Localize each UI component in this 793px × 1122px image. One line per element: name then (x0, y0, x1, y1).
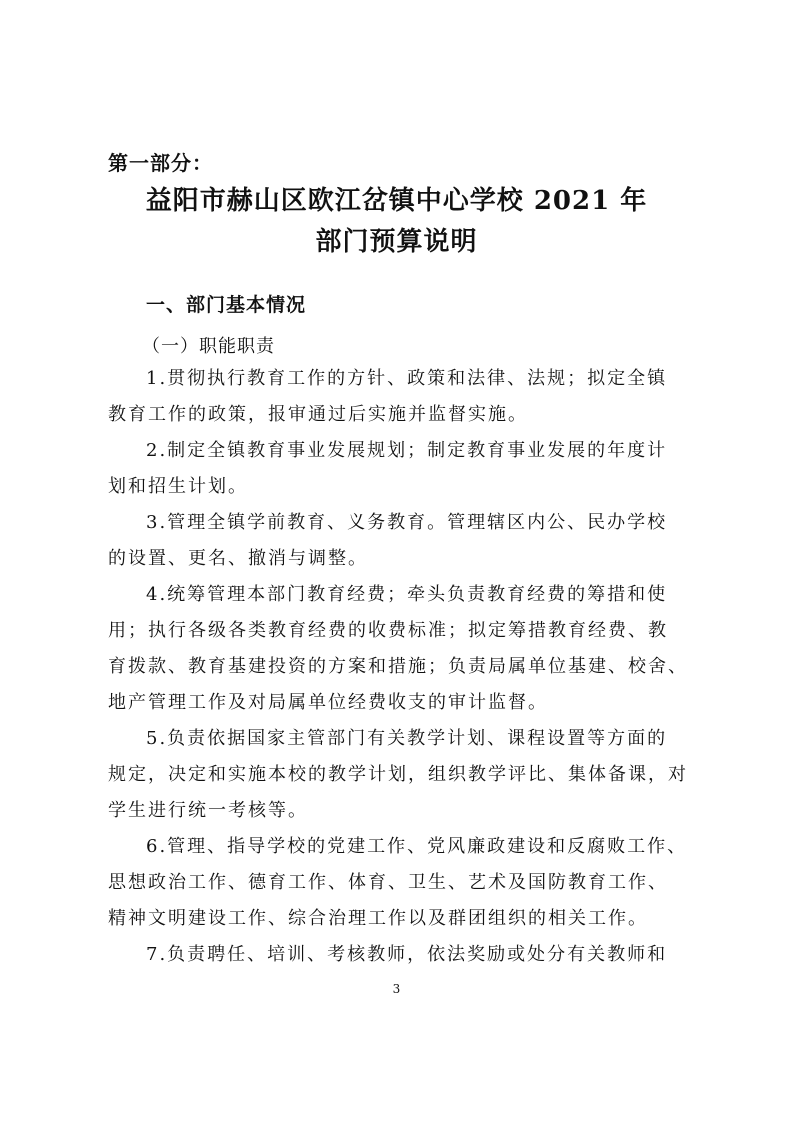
body-line: 学生进行统一考核等。 (108, 800, 308, 821)
body-line: 精神文明建设工作、综合治理工作以及群团组织的相关工作。 (108, 908, 648, 929)
body-line: 2.制定全镇教育事业发展规划；制定教育事业发展的年度计 (146, 440, 668, 461)
body-line: 用；执行各级各类教育经费的收费标准；拟定筹措教育经费、教 (108, 620, 668, 641)
body-line: 规定，决定和实施本校的教学计划，组织教学评比、集体备课，对 (108, 764, 688, 785)
body-line: 思想政治工作、德育工作、体育、卫生、艺术及国防教育工作、 (108, 872, 668, 893)
body-line: 6.管理、指导学校的党建工作、党风廉政建设和反腐败工作、 (146, 836, 688, 857)
section-heading: 一、部门基本情况 (146, 294, 307, 316)
body-line: 5.负责依据国家主管部门有关教学计划、课程设置等方面的 (146, 728, 668, 749)
document-title-line-1: 益阳市赫山区欧江岔镇中心学校 2021 年 (145, 186, 648, 216)
part-label: 第一部分： (108, 151, 213, 175)
body-line: 的设置、更名、撤消与调整。 (108, 548, 368, 569)
body-line: 育拨款、教育基建投资的方案和措施；负责局属单位基建、校舍、 (108, 656, 688, 677)
body-line: 3.管理全镇学前教育、义务教育。管理辖区内公、民办学校 (146, 512, 668, 533)
document-title-line-2: 部门预算说明 (315, 227, 478, 257)
body-line: 1.贯彻执行教育工作的方针、政策和法律、法规；拟定全镇 (146, 368, 668, 389)
body-line: 教育工作的政策，报审通过后实施并监督实施。 (108, 404, 528, 425)
body-line: 地产管理工作及对局属单位经费收支的审计监督。 (108, 692, 548, 713)
body-line: 7.负责聘任、培训、考核教师，依法奖励或处分有关教师和 (146, 944, 668, 965)
subsection-heading: （一）职能职责 (142, 336, 275, 357)
page-number: 3 (392, 982, 401, 996)
body-line: 4.统筹管理本部门教育经费；牵头负责教育经费的筹措和使 (146, 584, 668, 605)
body-line: 划和招生计划。 (108, 476, 248, 497)
